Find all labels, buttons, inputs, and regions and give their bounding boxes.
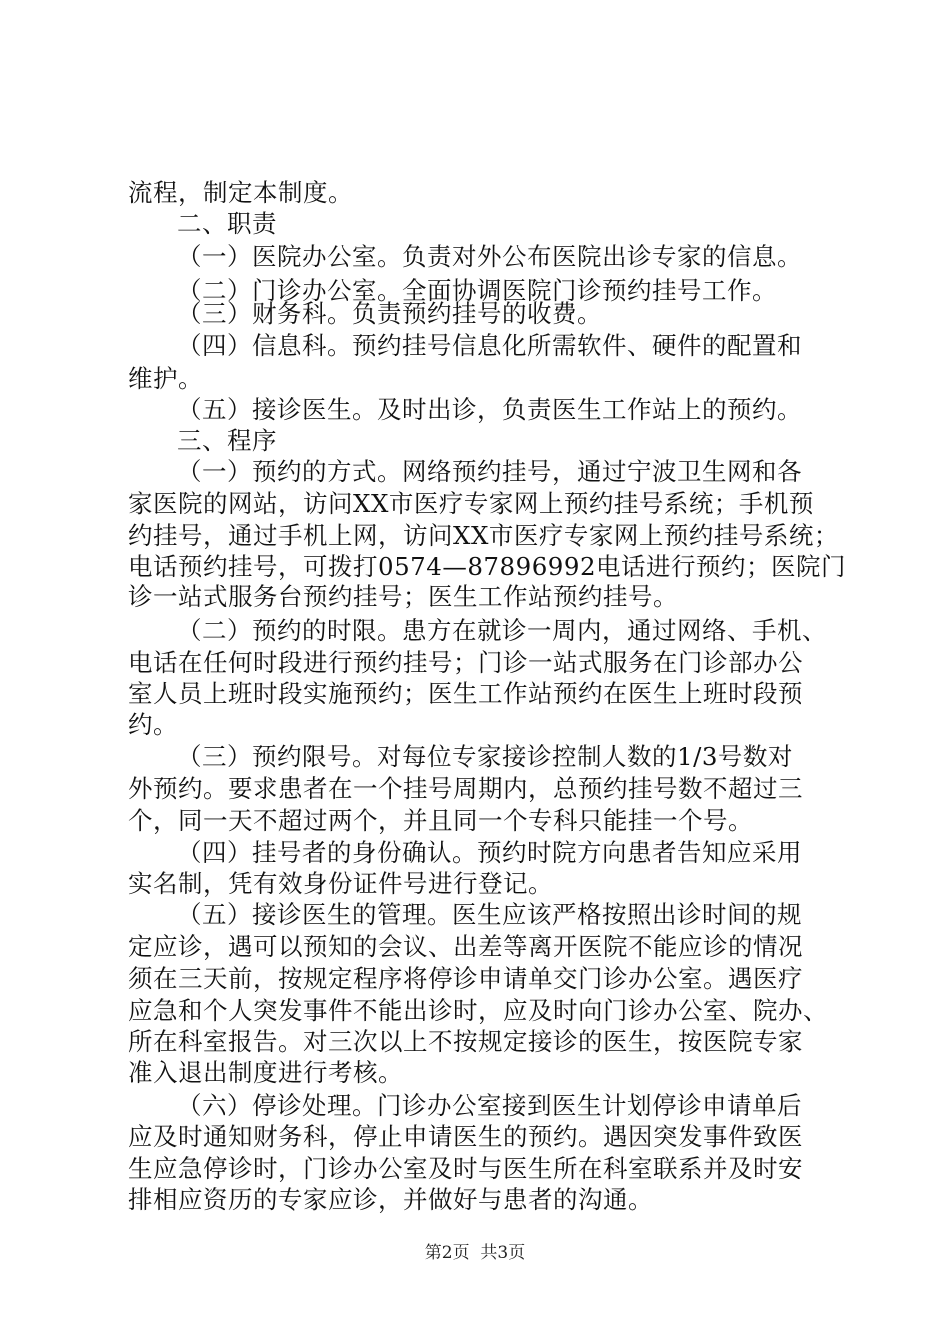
paragraph-line: （二）门诊办公室。全面协调医院门诊预约挂号工作。 (177, 276, 777, 305)
paragraph-line: 应及时通知财务科，停止申请医生的预约。遇因突发事件致医 (128, 1122, 803, 1151)
paragraph-line: （四）挂号者的身份确认。预约时院方向患者告知应采用 (177, 838, 802, 867)
paragraph-line: 诊一站式服务台预约挂号；医生工作站预约挂号。 (128, 582, 678, 611)
paragraph-line: 电话在任何时段进行预约挂号；门诊一站式服务在门诊部办公 (128, 648, 803, 677)
paragraph-line: 室人员上班时段实施预约；医生工作站预约在医生上班时段预 (128, 679, 803, 708)
paragraph-line: （二）预约的时限。患方在就诊一周内，通过网络、手机、 (177, 616, 827, 645)
section-heading: 三、程序 (177, 426, 277, 455)
paragraph-line: （四）信息科。预约挂号信息化所需软件、硬件的配置和 (177, 331, 802, 360)
paragraph-line: 生应急停诊时，门诊办公室及时与医生所在科室联系并及时安 (128, 1154, 803, 1183)
paragraph-line: （三）财务科。负责预约挂号的收费。 (177, 299, 602, 328)
paragraph-line: 流程，制定本制度。 (128, 178, 353, 207)
paragraph-line: 约。 (128, 710, 178, 739)
paragraph-line: （一）医院办公室。负责对外公布医院出诊专家的信息。 (177, 242, 802, 271)
paragraph-line: （五）接诊医生的管理。医生应该严格按照出诊时间的规 (177, 900, 802, 929)
page-footer: 第2页 共3页 (424, 1243, 526, 1263)
paragraph-line: 个，同一天不超过两个，并且同一个专科只能挂一个号。 (128, 806, 753, 835)
paragraph-line: 电话预约挂号，可拨打0574—87896992电话进行预约；医院门 (128, 552, 847, 581)
paragraph-line: （六）停诊处理。门诊办公室接到医生计划停诊申请单后 (177, 1091, 802, 1120)
section-heading: 二、职责 (177, 209, 277, 238)
paragraph-line: 准入退出制度进行考核。 (128, 1058, 403, 1087)
paragraph-line: 应急和个人突发事件不能出诊时，应及时向门诊办公室、院办、 (128, 996, 828, 1025)
paragraph-line: （三）预约限号。对每位专家接诊控制人数的1/3号数对 (177, 742, 793, 771)
paragraph-line: 实名制，凭有效身份证件号进行登记。 (128, 869, 553, 898)
paragraph-line: （一）预约的方式。网络预约挂号，通过宁波卫生网和各 (177, 457, 802, 486)
paragraph-line: 家医院的网站，访问XX市医疗专家网上预约挂号系统；手机预 (128, 489, 814, 518)
paragraph-line: 定应诊，遇可以预知的会议、出差等离开医院不能应诊的情况 (128, 932, 803, 961)
paragraph-line: 维护。 (128, 364, 203, 393)
paragraph-line: 排相应资历的专家应诊，并做好与患者的沟通。 (128, 1185, 653, 1214)
paragraph-line: 须在三天前，按规定程序将停诊申请单交门诊办公室。遇医疗 (128, 964, 803, 993)
paragraph-line: 外预约。要求患者在一个挂号周期内，总预约挂号数不超过三 (128, 774, 803, 803)
paragraph-line: 所在科室报告。对三次以上不按规定接诊的医生，按医院专家 (128, 1027, 803, 1056)
paragraph-line: 约挂号，通过手机上网，访问XX市医疗专家网上预约挂号系统； (128, 521, 839, 550)
paragraph-line: （五）接诊医生。及时出诊，负责医生工作站上的预约。 (177, 395, 802, 424)
